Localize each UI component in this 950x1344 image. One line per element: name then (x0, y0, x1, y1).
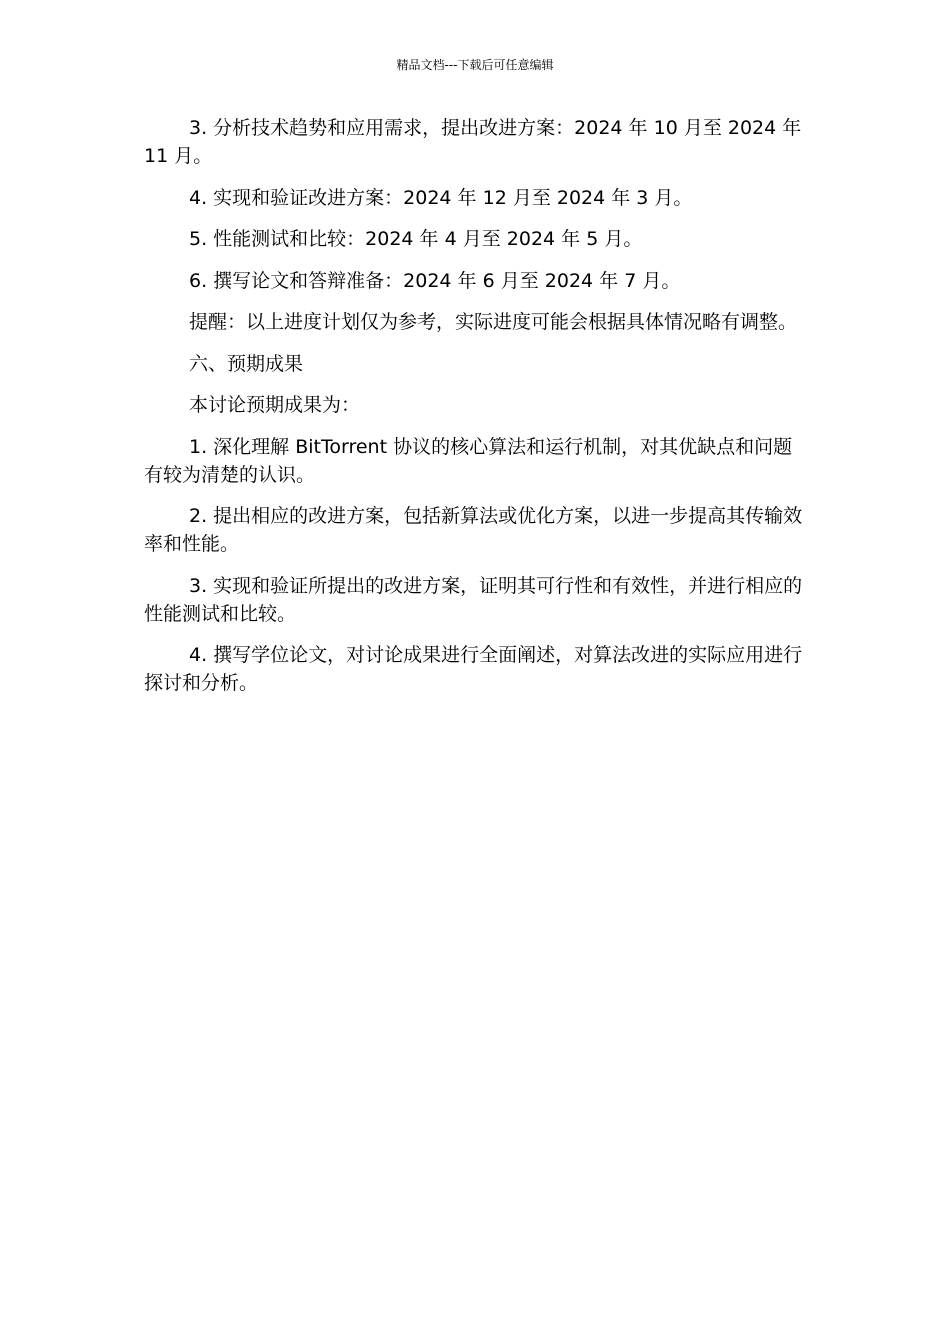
schedule-item-4: 4. 实现和验证改进方案：2024 年 12 月至 2024 年 3 月。 (189, 186, 693, 209)
section-intro: 本讨论预期成果为： (189, 394, 361, 416)
outcome-item-3: 3. 实现和验证所提出的改进方案，证明其可行性和有效性，并进行相应的性能测试和比较。 (144, 574, 803, 625)
outcome-item-2: 2. 提出相应的改进方案，包括新算法或优化方案，以进一步提高其传输效率和性能。 (144, 505, 803, 555)
schedule-item-3: 3. 分析技术趋势和应用需求，提出改进方案：2024 年 10 月至 2024 年 11 月。 (144, 117, 802, 167)
outcome-item-1: 1. 深化理解 BitTorrent 协议的核心算法和运行机制，对其优缺点和问题有较为清楚的认识。 (144, 435, 793, 486)
outcome-item-4: 4. 撰写学位论文，对讨论成果进行全面阐述，对算法改进的实际应用进行探讨和分析。 (144, 644, 803, 694)
document-body (144, 114, 808, 711)
page-header: 精品文档---下载后可任意编辑 (396, 58, 554, 72)
section-heading: 六、预期成果 (189, 352, 304, 375)
schedule-item-6: 6. 撰写论文和答辩准备：2024 年 6 月至 2024 年 7 月。 (189, 269, 681, 292)
schedule-note: 提醒：以上进度计划仅为参考，实际进度可能会根据具体情况略有调整。 (189, 311, 798, 333)
schedule-item-5: 5. 性能测试和比较：2024 年 4 月至 2024 年 5 月。 (189, 228, 643, 250)
